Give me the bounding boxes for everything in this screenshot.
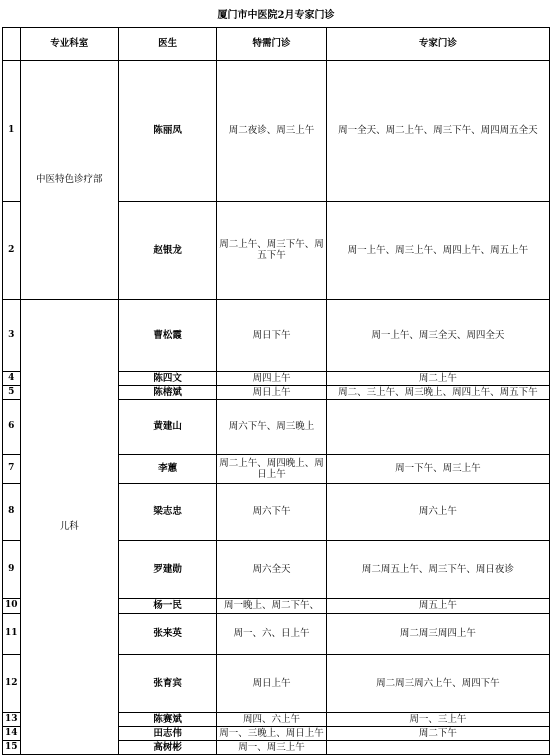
expert-cell: 周一下午、周三上午 <box>326 454 549 483</box>
sheet-title: 厦门市中医院2月专家门诊 <box>3 4 550 27</box>
dept-cell: 中医特色诊疗部 <box>20 60 118 299</box>
row-index: 13 <box>3 712 21 726</box>
expert-cell: 周六上午 <box>326 483 549 540</box>
table-row <box>3 299 550 371</box>
row-index: 15 <box>3 740 21 754</box>
expert-cell: 周二周三周六上午、周四下午 <box>326 654 549 712</box>
doctor-cell: 曹松霞 <box>118 299 216 371</box>
row-index: 9 <box>3 540 21 598</box>
doctor-cell: 梁志忠 <box>118 483 216 540</box>
row-index: 6 <box>3 399 21 454</box>
doctor-cell: 陈丽凤 <box>118 60 216 201</box>
special-cell: 周日上午 <box>217 385 327 399</box>
special-cell: 周日上午 <box>217 654 327 712</box>
doctor-cell: 杨一民 <box>118 598 216 613</box>
header-row <box>3 27 550 60</box>
row-index: 14 <box>3 726 21 740</box>
special-cell: 周六下午 <box>217 483 327 540</box>
doctor-cell: 李蕙 <box>118 454 216 483</box>
header-dept: 专业科室 <box>20 27 118 60</box>
expert-cell: 周二上午 <box>326 371 549 385</box>
table-row <box>3 60 550 201</box>
expert-cell: 周一上午、周三上午、周四上午、周五上午 <box>326 201 549 299</box>
row-index: 5 <box>3 385 21 399</box>
doctor-cell: 陈赛斌 <box>118 712 216 726</box>
doctor-cell: 张来英 <box>118 613 216 654</box>
expert-cell: 周一、三上午 <box>326 712 549 726</box>
special-cell: 周六下午、周三晚上 <box>217 399 327 454</box>
doctor-cell: 陈榕斌 <box>118 385 216 399</box>
header-index <box>3 27 21 60</box>
expert-cell: 周一全天、周二上午、周三下午、周四周五全天 <box>326 60 549 201</box>
expert-cell: 周五上午 <box>326 598 549 613</box>
special-cell: 周日下午 <box>217 299 327 371</box>
expert-cell: 周二周三周四上午 <box>326 613 549 654</box>
special-cell: 周一、周三上午 <box>217 740 327 754</box>
row-index: 12 <box>3 654 21 712</box>
row-index: 11 <box>3 613 21 654</box>
doctor-cell: 罗建勋 <box>118 540 216 598</box>
doctor-cell: 黄建山 <box>118 399 216 454</box>
special-cell: 周四上午 <box>217 371 327 385</box>
expert-cell <box>326 740 549 754</box>
title-row <box>3 4 550 27</box>
special-cell: 周二上午、周四晚上、周日上午 <box>217 454 327 483</box>
dept-cell: 儿科 <box>20 299 118 754</box>
expert-cell: 周二下午 <box>326 726 549 740</box>
special-cell: 周四、六上午 <box>217 712 327 726</box>
header-expert: 专家门诊 <box>326 27 549 60</box>
expert-cell: 周一上午、周三全天、周四全天 <box>326 299 549 371</box>
special-cell: 周六全天 <box>217 540 327 598</box>
row-index: 1 <box>3 60 21 201</box>
row-index: 4 <box>3 371 21 385</box>
expert-cell: 周二、三上午、周三晚上、周四上午、周五下午 <box>326 385 549 399</box>
special-cell: 周一晚上、周二下午、 <box>217 598 327 613</box>
special-cell: 周一、三晚上、周日上午 <box>217 726 327 740</box>
special-cell: 周二夜诊、周三上午 <box>217 60 327 201</box>
row-index: 7 <box>3 454 21 483</box>
row-index: 8 <box>3 483 21 540</box>
doctor-cell: 张育宾 <box>118 654 216 712</box>
special-cell: 周一、六、日上午 <box>217 613 327 654</box>
header-special: 特需门诊 <box>217 27 327 60</box>
row-index: 10 <box>3 598 21 613</box>
doctor-cell: 陈四文 <box>118 371 216 385</box>
doctor-cell: 高树彬 <box>118 740 216 754</box>
special-cell: 周二上午、周三下午、周五下午 <box>217 201 327 299</box>
row-index: 3 <box>3 299 21 371</box>
doctor-cell: 田志伟 <box>118 726 216 740</box>
expert-cell: 周二周五上午、周三下午、周日夜诊 <box>326 540 549 598</box>
row-index: 2 <box>3 201 21 299</box>
doctor-cell: 赵银龙 <box>118 201 216 299</box>
schedule-table <box>2 4 550 755</box>
header-doctor: 医生 <box>118 27 216 60</box>
expert-cell <box>326 399 549 454</box>
